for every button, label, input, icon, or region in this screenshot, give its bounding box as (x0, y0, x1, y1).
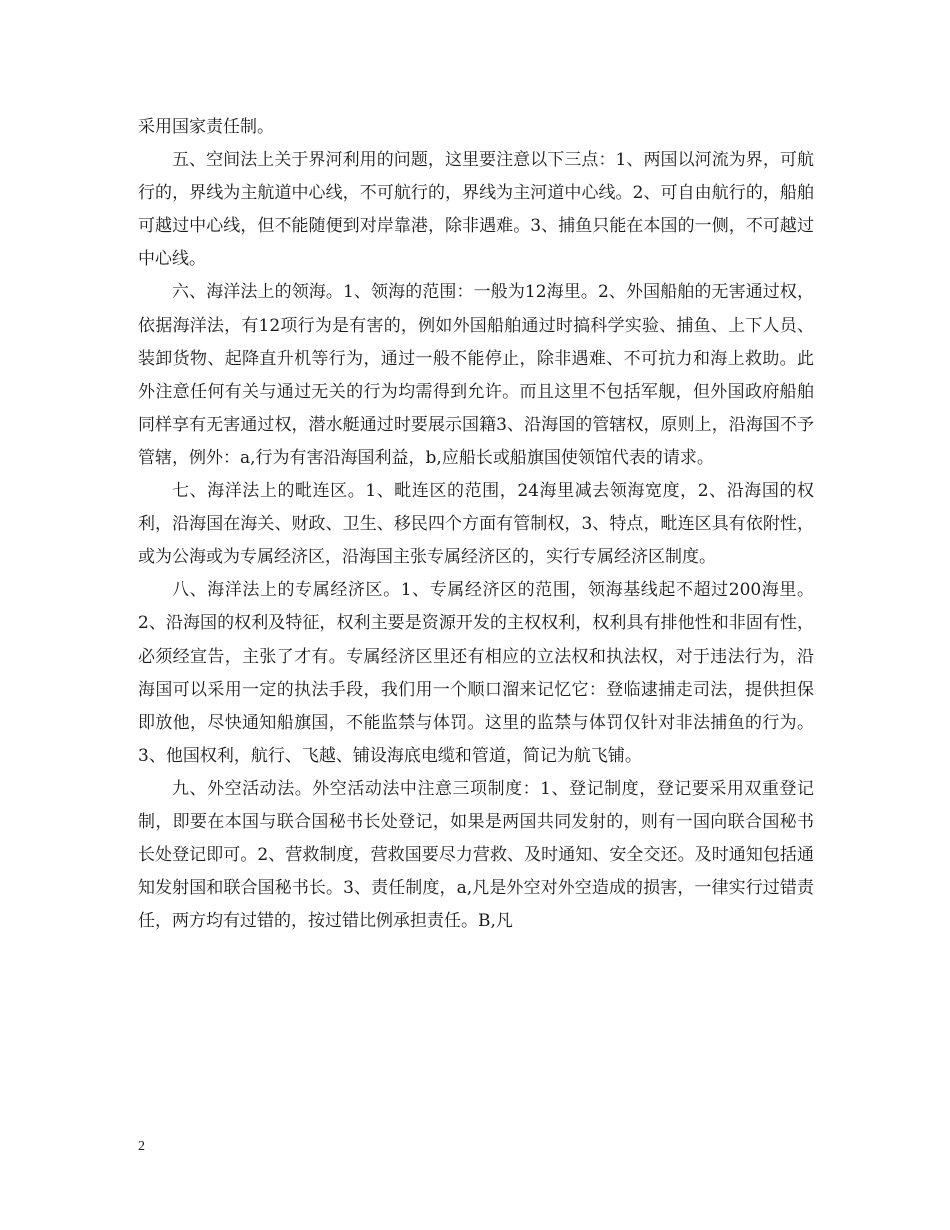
paragraph-territorial-sea: 六、海洋法上的领海。1、领海的范围：一般为12海里。2、外国船舶的无害通过权，依据海洋法，有12项行为是有害的，例如外国船舶通过时搞科学实验、捕鱼、上下人员、装卸货物、起降直升机等行为，通过一般不能停止，除非遇难、不可抗力和海上救助。此外注意任何有关与通过无关的行为均需得到允许。而且这里不包括军舰，但外国政府船舶同样享有无害通过权，潜水艇通过时要展示国籍3、沿海国的管辖权，原则上，沿海国不予管辖，例外：a,行为有害沿海国利益，b,应船长或船旗国使领馆代表的请求。 (138, 282, 814, 468)
paragraph-boundary-river: 五、空间法上关于界河利用的问题，这里要注意以下三点：1、两国以河流为界，可航行的，界线为主航道中心线，不可航行的，界线为主河道中心线。2、可自由航行的，船舶可越过中心线，但不能随便到对岸靠港，除非遇难。3、捕鱼只能在本国的一侧，不可越过中心线。 (138, 150, 814, 270)
page-number: 2 (138, 1139, 145, 1154)
document-body (138, 111, 814, 938)
paragraph-outer-space-law: 九、外空活动法。外空活动法中注意三项制度：1、登记制度，登记要采用双重登记制，即要在本国与联合国秘书长处登记，如果是两国共同发射的，则有一国向联合国秘书长处登记即可。2、营救制度，营救国要尽力营救、及时通知、安全交还。及时通知包括通知发射国和联合国秘书长。3、责任制度，a,凡是外空对外空造成的损害，一律实行过错责任，两方均有过错的，按过错比例承担责任。B,凡 (138, 778, 814, 932)
paragraph-continuation: 采用国家责任制。 (138, 117, 274, 137)
paragraph-exclusive-economic-zone: 八、海洋法上的专属经济区。1、专属经济区的范围，领海基线起不超过200海里。2、沿海国的权利及特征，权利主要是资源开发的主权权利，权利具有排他性和非固有性，必须经宣告，主张了才有。专属经济区里还有相应的立法权和执法权，对于违法行为，沿海国可以采用一定的执法手段，我们用一个顺口溜来记忆它：登临逮捕走司法，提供担保即放他，尽快通知船旗国，不能监禁与体罚。这里的监禁与体罚仅针对非法捕鱼的行为。3、他国权利，航行、飞越、铺设海底电缆和管道，简记为航飞铺。 (138, 580, 814, 766)
paragraph-contiguous-zone: 七、海洋法上的毗连区。1、毗连区的范围，24海里减去领海宽度，2、沿海国的权利，沿海国在海关、财政、卫生、移民四个方面有管制权，3、特点，毗连区具有依附性，或为公海或为专属经济区，沿海国主张专属经济区的，实行专属经济区制度。 (138, 481, 814, 568)
